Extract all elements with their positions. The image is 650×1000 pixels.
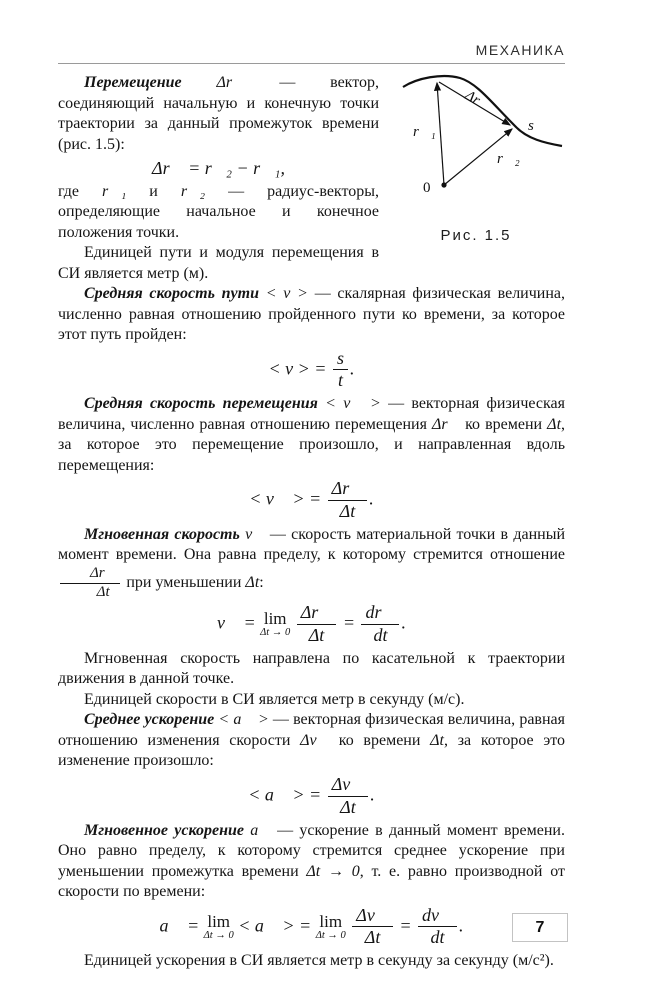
formula-average-velocity: < v⃗ > = $\frac{\Delta r⃗}{\Delta t}$ .	[249, 478, 374, 522]
label-s: s	[528, 118, 534, 134]
term-average-velocity: Средняя скорость перемещения	[84, 395, 326, 413]
formula-instant-velocity: v⃗ = lim Δt → 0 $\frac{\Delta r⃗}{\Delta t}$ = $\frac{dr⃗}{dt}$ .	[217, 602, 406, 646]
formula-instant-acceleration: a⃗ = lim Δt → 0 < a⃗ > = lim Δt → 0 $\frac{\Delta v⃗}{\Delta t}$ = $\frac{dv⃗}{dt}$ .	[159, 904, 464, 948]
formula-displacement: Δr⃗ = r⃗₂ − r⃗₁,	[152, 158, 285, 178]
fraction-dv-over-dt: $\frac{\Delta v⃗}{\Delta t}$	[326, 775, 371, 818]
paragraph-path-unit: Единицей пути и модуля перемещения в СИ является метр (м).	[58, 244, 379, 282]
formula-average-acceleration: < a⃗ > = $\frac{\Delta v⃗}{\Delta t}$ .	[248, 773, 375, 817]
label-origin: 0	[423, 180, 431, 196]
figure-caption: Рис. 1.5	[440, 227, 512, 244]
chapter-title: МЕХАНИКА	[475, 42, 565, 58]
running-head	[58, 42, 565, 64]
limit-operator: lim Δt → 0	[315, 911, 346, 941]
origin-point	[441, 182, 446, 187]
paragraph-acceleration-unit: Единицей ускорения в СИ является метр в секунду за секунду (м/с²).	[84, 952, 554, 970]
paragraph-average-speed: Средняя скорость пути < v > — скалярная физическая величина, численно равная отношению пройденного пути ко времени, за которое этот путь пройден:	[58, 285, 566, 344]
paragraph-displacement: Перемещение Δr⃗ — вектор, соединяющий начальную и конечную точки траектории за данный промежуток времени (рис. 1.5):	[58, 74, 380, 153]
term-average-acceleration: Среднее ускорение	[84, 711, 219, 729]
trajectory-diagram	[387, 73, 565, 223]
page-number-box	[512, 913, 568, 942]
limit-operator: lim Δt → 0	[203, 911, 234, 941]
paragraph-average-velocity: Средняя скорость перемещения < v⃗ > — векторная физическая величина, численно равная отношению перемещения Δr⃗ ко времени Δt, за которое это перемещение произошло, и направленная вдоль перемещения:	[58, 395, 566, 474]
paragraph-average-acceleration: Среднее ускорение < a⃗ > — векторная физическая величина, равная отношению изменения скорости Δv⃗ ко времени Δt, за которое это изменение произошло:	[58, 711, 565, 770]
term-average-speed: Средняя скорость пути	[84, 285, 266, 303]
fraction-dr-over-dt: $\frac{\Delta r⃗}{\Delta t}$	[326, 479, 370, 522]
paragraph-speed-unit: Единицей скорости в СИ является метр в секунду (м/с).	[84, 690, 465, 708]
paragraph-instant-velocity: Мгновенная скорость v⃗ — скорость материальной точки в данный момент времени. Она равна пределу, к которому стремится отношение $\frac{\Delta r⃗}{\Delta t}$ при уменьшении Δt:	[58, 525, 566, 600]
label-r2: r⃗₂	[497, 151, 520, 167]
limit-operator: lim Δt → 0	[260, 609, 291, 639]
figure-1-5	[387, 73, 565, 244]
label-r1: r⃗₁	[413, 124, 436, 140]
fraction-s-over-t: $\frac{s}{t}$	[331, 349, 350, 392]
paragraph-tangent: Мгновенная скорость направлена по касательной к траектории движения в данной точке.	[58, 649, 565, 688]
formula-average-speed: < v > = $\frac{s}{t}$ .	[268, 347, 355, 391]
paragraph-instant-acceleration: Мгновенное ускорение a⃗ — ускорение в данный момент времени. Оно равно пределу, к которому стремится среднее ускорение при уменьшении промежутка времени Δt → 0, т. е. равно производной от скорости по времени:	[58, 821, 566, 901]
term-instant-acceleration: Мгновенное ускорение	[84, 821, 251, 839]
label-delta-r: Δr⃗	[462, 87, 493, 115]
vector-r1	[437, 83, 444, 185]
page-number: 7	[535, 918, 545, 936]
paragraph-radius-vectors: где r⃗₁ и r⃗₂ — радиус-векторы, определяющие начальное и конечное положения точки.	[58, 182, 380, 241]
term-instant-velocity: Мгновенная скорость	[84, 525, 246, 543]
term-displacement: Перемещение	[84, 74, 217, 91]
inline-fraction: $\frac{\Delta r⃗}{\Delta t}$	[58, 566, 122, 601]
